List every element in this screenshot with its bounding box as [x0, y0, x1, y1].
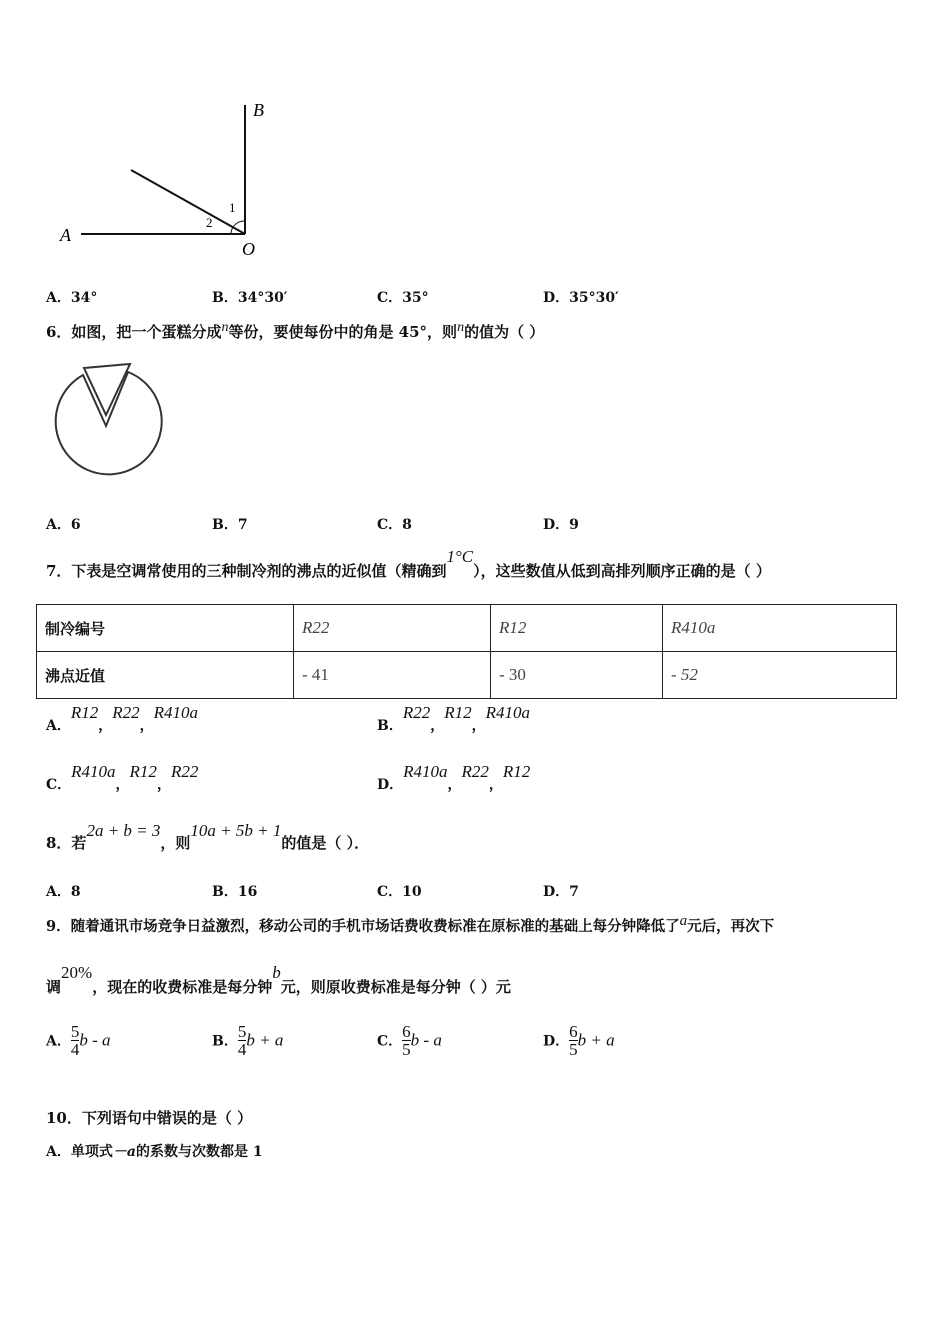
q7-option-c[interactable]: C．R410a，R12，R22	[46, 762, 199, 793]
table-cell: - 30	[491, 652, 663, 699]
table-cell: R12	[491, 605, 663, 652]
table-row	[37, 605, 897, 652]
table-cell: - 41	[294, 652, 491, 699]
middle-ray	[131, 170, 245, 234]
label-o: O	[242, 239, 255, 259]
angle-arc-1	[233, 221, 245, 227]
table-cell: 制冷编号	[37, 605, 294, 652]
question-9-line-2: 调20%，现在的收费标准是每分钟b元，则原收费标准是每分钟（ ）元	[46, 963, 511, 996]
q6-option-b[interactable]: B．7	[212, 517, 248, 533]
q7-option-a[interactable]: A．R12，R22，R410a	[46, 703, 199, 734]
q5-option-d[interactable]: D．35°30′	[543, 290, 619, 306]
q7-option-b[interactable]: B．R22，R12，R410a	[377, 703, 531, 734]
q8-option-d[interactable]: D．7	[543, 884, 579, 900]
q6-option-a[interactable]: A．6	[46, 517, 81, 533]
table-cell: R410a	[663, 605, 897, 652]
label-1: 1	[229, 200, 236, 215]
q5-option-c[interactable]: C．35°	[377, 290, 429, 306]
q8-option-a[interactable]: A．8	[46, 884, 81, 900]
angle-figure	[55, 95, 285, 265]
label-a: A	[60, 225, 71, 245]
q6-option-d[interactable]: D．9	[543, 517, 579, 533]
question-6: 6．如图，把一个蛋糕分成$^n$等份，要使每份中的角是 45°，则$^n$的值为（ ）	[46, 320, 545, 341]
label-2: 2	[206, 215, 213, 230]
question-9-line-1: 9．随着通讯市场竞争日益激烈，移动公司的手机市场话费收费标准在原标准的基础上每分钟降低了$^a$元后，再次下	[46, 913, 775, 935]
table-cell: - 52	[663, 652, 897, 699]
q7-option-d[interactable]: D．R410a，R22，R12	[377, 762, 531, 793]
q6-option-c[interactable]: C．8	[377, 517, 412, 533]
q9-option-a[interactable]: A． $\frac{5}{4}$ b - a	[46, 1022, 111, 1059]
question-10: 10．下列语句中错误的是（ ）	[46, 1109, 253, 1127]
cake-figure	[48, 360, 168, 485]
q5-option-b[interactable]: B．34°30′	[212, 290, 288, 306]
angle-arc-2	[231, 227, 233, 234]
table-cell: R22	[294, 605, 491, 652]
q8-option-c[interactable]: C．10	[377, 884, 422, 900]
q5-option-a[interactable]: A．34°	[46, 290, 98, 306]
q10-option-a[interactable]: A．单项式－a的系数与次数都是 1	[46, 1144, 263, 1160]
q9-option-c[interactable]: C． $\frac{6}{5}$ b - a	[377, 1022, 442, 1059]
question-8: 8．若2a + b = 3，则10a + 5b + 1的值是（ ）．	[46, 821, 370, 852]
table-row	[37, 652, 897, 699]
question-7: 7．下表是空调常使用的三种制冷剂的沸点的近似值（精确到1°C），这些数值从低到高排列顺序正确的是（ ）	[46, 547, 771, 580]
refrigerant-table	[36, 604, 897, 699]
q9-option-b[interactable]: B． $\frac{5}{4}$ b + a	[212, 1022, 284, 1059]
q8-option-b[interactable]: B．16	[212, 884, 258, 900]
table-cell: 沸点近值	[37, 652, 294, 699]
q9-option-d[interactable]: D． $\frac{6}{5}$ b + a	[543, 1022, 615, 1059]
label-b: B	[253, 100, 264, 120]
